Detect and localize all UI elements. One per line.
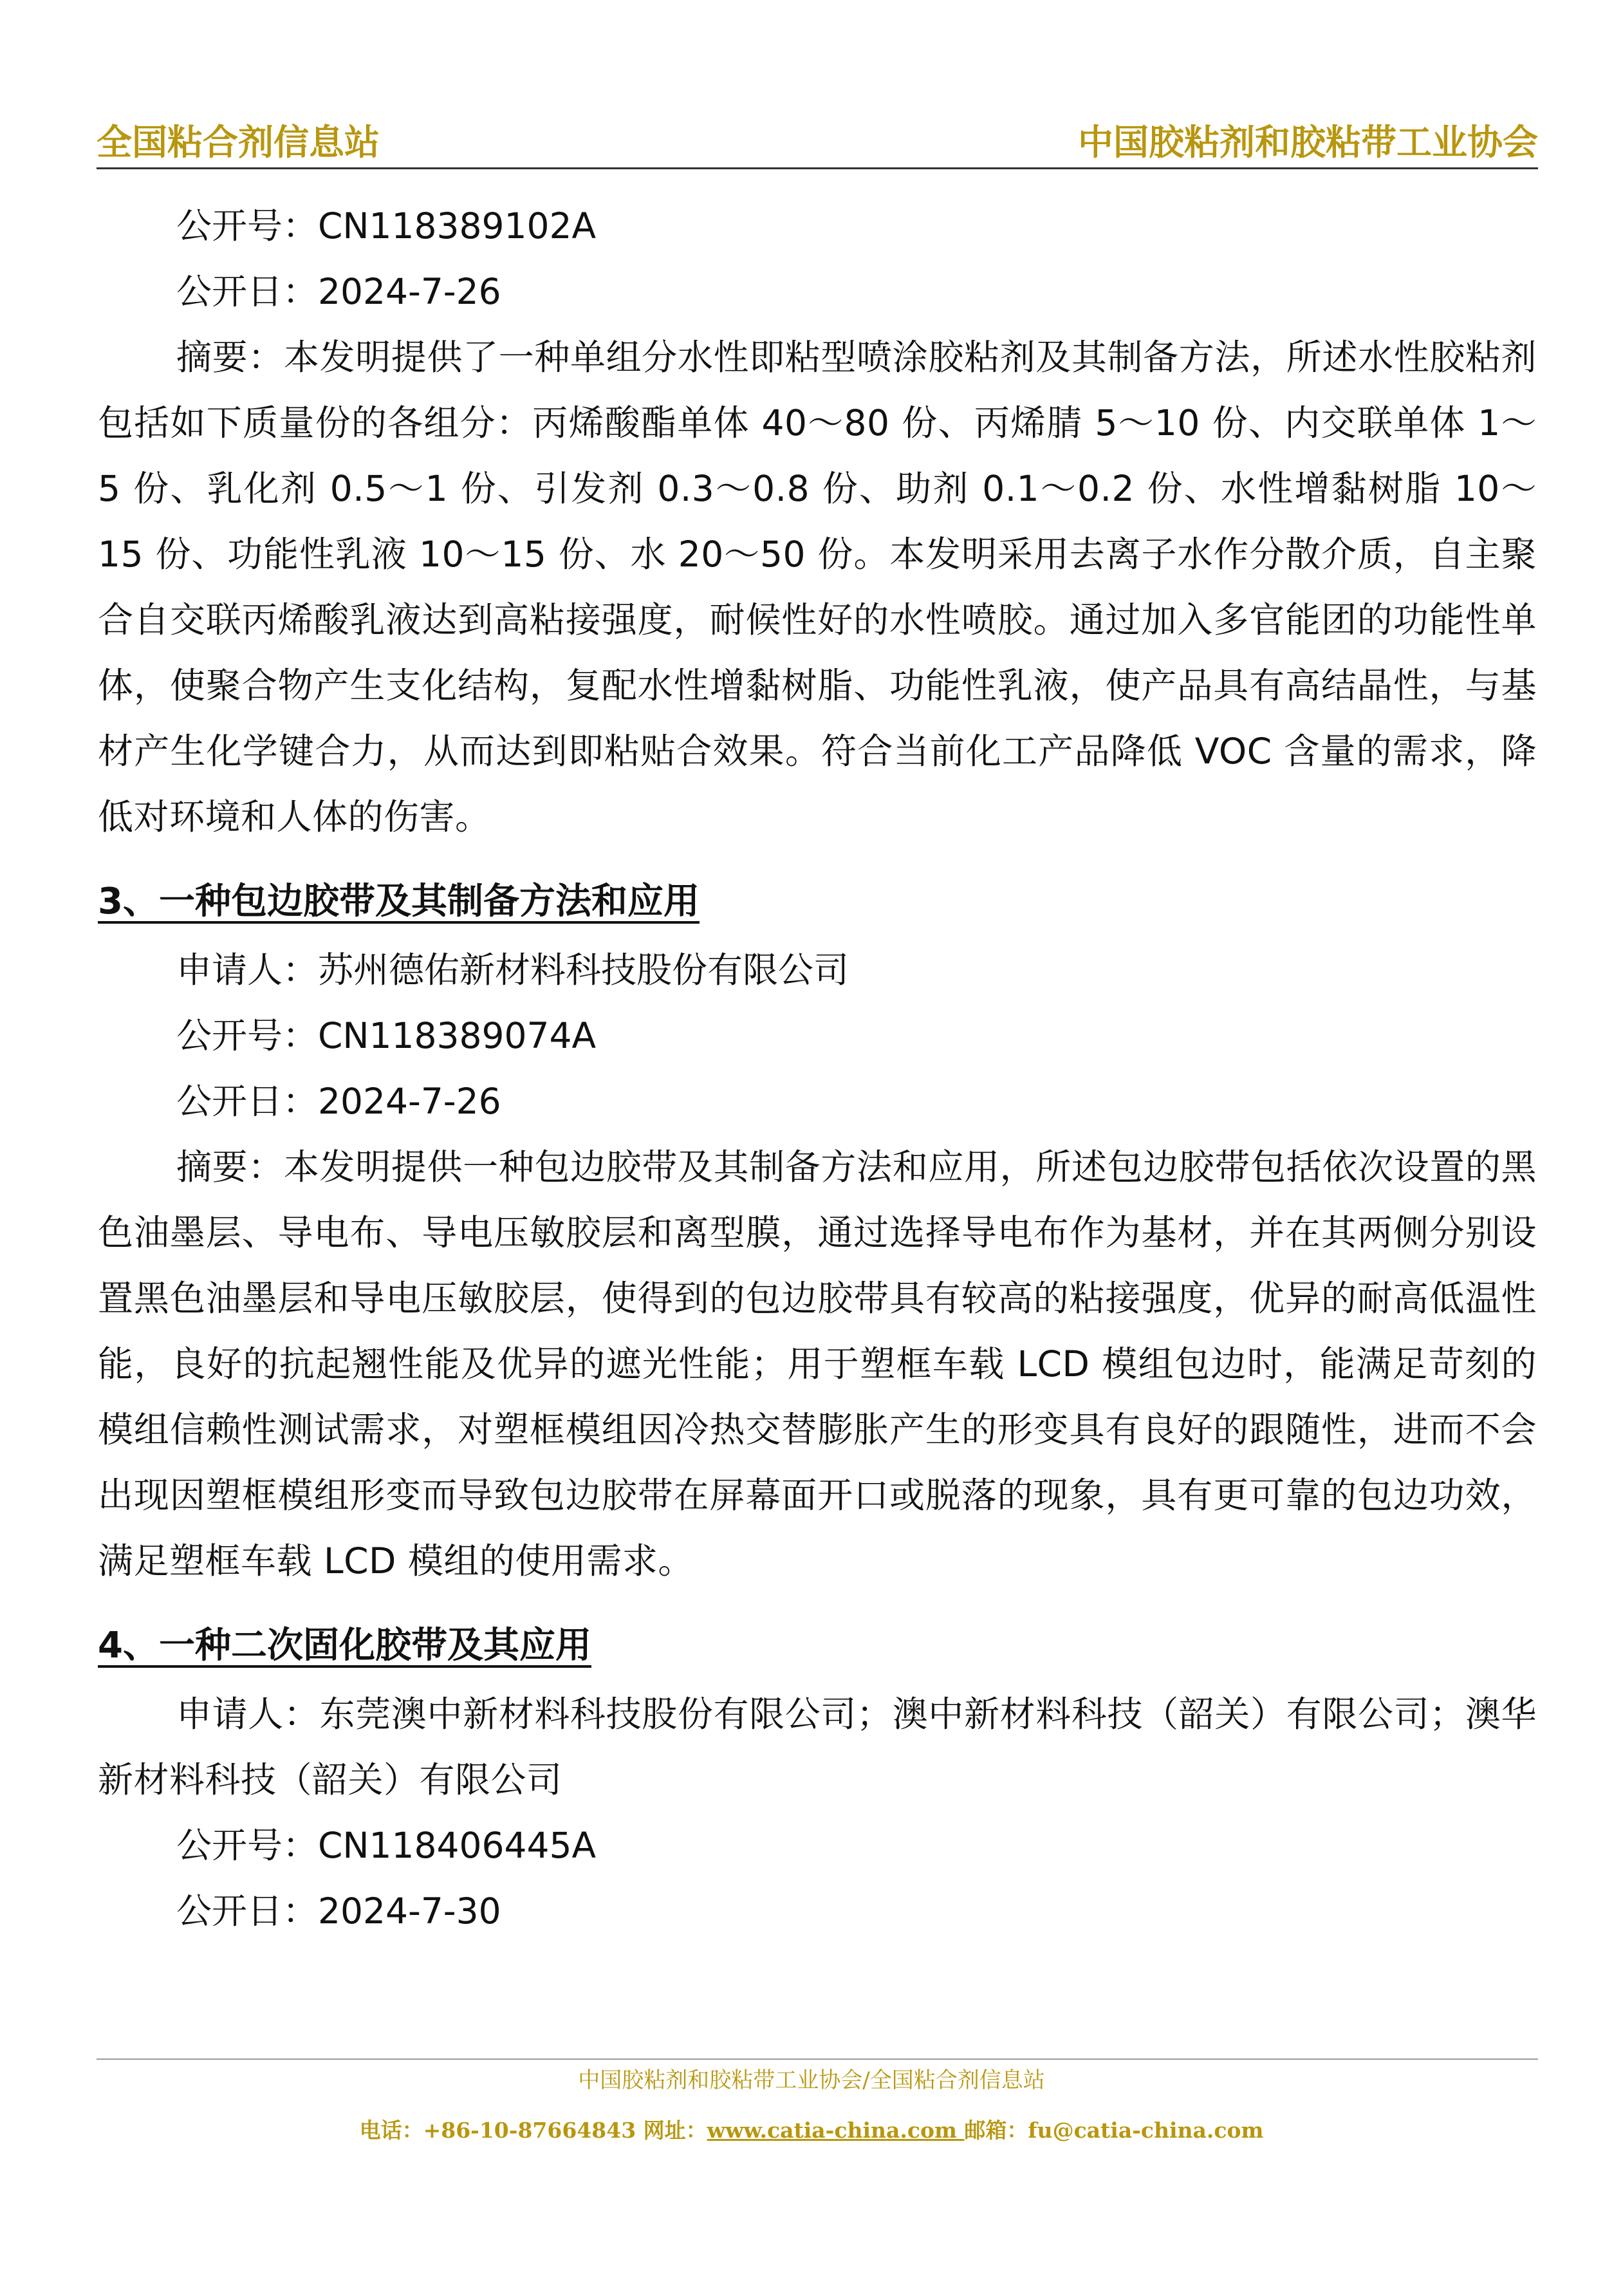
- publication-number: 公开号：CN118406445A: [176, 1825, 597, 1866]
- entry-4: [98, 1610, 1537, 1944]
- header-divider: [97, 167, 1538, 169]
- applicant: 申请人：东莞澳中新材料科技股份有限公司；澳中新材料科技（韶关）有限公司；澳华新材料科技（韶关）有限公司: [98, 1694, 1537, 1800]
- website-link[interactable]: www.catia-china.com: [707, 2118, 965, 2143]
- applicant: 申请人：苏州德佑新材料科技股份有限公司: [176, 949, 849, 991]
- header-association-name: 中国胶粘剂和胶粘带工业协会: [1077, 121, 1538, 163]
- footer-organization: 中国胶粘剂和胶粘带工业协会/全国粘合剂信息站: [578, 2067, 1045, 2093]
- publication-date: 公开日：2024-7-26: [176, 1081, 501, 1122]
- publication-date: 公开日：2024-7-26: [176, 271, 501, 312]
- entry-2: [98, 193, 1537, 850]
- abstract-paragraph: 摘要：本发明提供一种包边胶带及其制备方法和应用，所述包边胶带包括依次设置的黑色油墨层、导电布、导电压敏胶层和离型膜，通过选择导电布作为基材，并在其两侧分别设置黑色油墨层和导电压敏胶层，使得到的包边胶带具有较高的粘接强度，优异的耐高低温性能，良好的抗起翘性能及优异的遮光性能；用于塑框车载 LCD 模组包边时，能满足苛刻的模组信赖性测试需求，对塑框模组因冷热交替膨胀产生的形变具有良好的跟随性，进而不会出现因塑框模组形变而导致包边胶带在屏幕面开口或脱落的现象，具有更可靠的包边功效，满足塑框车载 LCD 模组的使用需求。: [98, 1146, 1537, 1582]
- abstract-paragraph: 摘要：本发明提供了一种单组分水性即粘型喷涂胶粘剂及其制备方法，所述水性胶粘剂包括如下质量份的各组分：丙烯酸酯单体 40～80 份、丙烯腈 5～10 份、内交联单体 1～5 份、乳化剂 0.5～1 份、引发剂 0.3～0.8 份、助剂 0.1～0.2 份、水性增黏树脂 10～15 份、功能性乳液 10～15 份、水 20～50 份。本发明采用去离子水作分散介质，自主聚合自交联丙烯酸乳液达到高粘接强度，耐候性好的水性喷胶。通过加入多官能团的功能性单体，使聚合物产生支化结构，复配水性增黏树脂、功能性乳液，使产品具有高结晶性，与基材产生化学键合力，从而达到即粘贴合效果。符合当前化工产品降低 VOC 含量的需求，降低对环境和人体的伤害。: [98, 337, 1537, 837]
- entry-title: 4、一种二次固化胶带及其应用: [98, 1625, 591, 1666]
- footer-divider: [97, 2058, 1538, 2060]
- header-site-name: 全国粘合剂信息站: [97, 121, 380, 163]
- entry-title: 3、一种包边胶带及其制备方法和应用: [98, 881, 700, 922]
- footer-phone: 电话：+86-10-87664843 网址：: [359, 2118, 707, 2143]
- footer-contact: [0, 2114, 1623, 2147]
- publication-number: 公开号：CN118389102A: [176, 205, 597, 247]
- publication-date: 公开日：2024-7-30: [176, 1890, 501, 1932]
- footer-email: 邮箱：fu@catia-china.com: [964, 2118, 1264, 2143]
- publication-number: 公开号：CN118389074A: [176, 1015, 597, 1056]
- document-body: [98, 193, 1537, 1944]
- entry-3: [98, 866, 1537, 1594]
- page-header: [97, 113, 1538, 167]
